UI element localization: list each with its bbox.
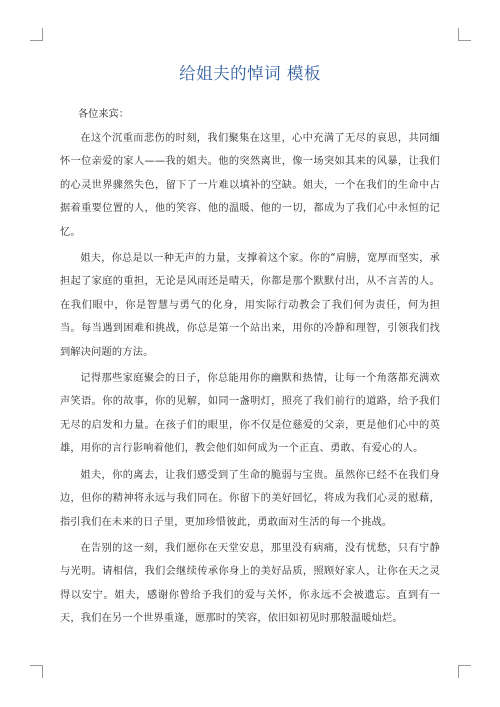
crop-mark-top-left [30, 28, 43, 41]
paragraph-3: 记得那些家庭聚会的日子，你总能用你的幽默和热情，让每一个角落都充满欢声笑语。你的故事，你的见解，如同一盏明灯，照亮了我们前行的道路，给予我们无尽的启发和力量。在孩子们的眼里，你不仅是位慈爱的父亲，更是他们心中的英雄，用你的言行影响着他们，教会他们如何成为一个正直、勇敢、有爱心的人。 [60, 373, 440, 455]
paragraph-2: 姐夫，你总是以一种无声的力量，支撑着这个家。你的“肩膀，宽厚而坚实，承担起了家庭的重担，无论是风雨还是晴天，你都是那个默默付出，从不言苦的人。在我们眼中，你是智慧与勇气的化身，用实际行动教会了我们何为责任，何为担当。每当遇到困难和挑战，你总是第一个站出来，用你的冷静和理智，引领我们找到解决问题的方法。 [60, 253, 440, 358]
paragraph-5: 在告别的这一刻，我们愿你在天堂安息，那里没有病痛，没有忧愁，只有宁静与光明。请相信，我们会继续传承你身上的美好品质，照顾好家人，让你在天之灵得以安宁。姐夫，感谢你曾给予我们的爱与关怀，你永远不会被遗忘。直到有一天，我们在另一个世界重逢，愿那时的笑容，依旧如初见时那般温暖灿烂。 [60, 542, 440, 625]
salutation: 各位来宾： [78, 109, 129, 120]
crop-mark-bottom-left [30, 665, 43, 678]
crop-mark-bottom-right [458, 665, 471, 678]
paragraph-4: 姐夫，你的离去，让我们感受到了生命的脆弱与宝贵。虽然你已经不在我们身边，但你的精神将永远与我们同在。你留下的美好回忆，将成为我们心灵的慰藉，指引我们在未来的日子里，更加珍惜彼此，勇敢面对生活的每一个挑战。 [60, 469, 440, 528]
paragraph-1: 在这个沉重而悲伤的时刻，我们聚集在这里，心中充满了无尽的哀思，共同缅怀一位亲爱的家人——我的姐夫。他的突然离世，像一场突如其来的风暴，让我们的心灵世界骤然失色，留下了一片难以填补的空缺。姐夫，一个在我们的生命中占据着重要位置的人，他的笑容、他的温暖、他的一切，都成为了我们心中永恒的记忆。 [60, 133, 440, 238]
document-page [60, 62, 440, 634]
document-title: 给姐夫的悼词 模板 [179, 64, 321, 83]
crop-mark-top-right [458, 28, 471, 41]
